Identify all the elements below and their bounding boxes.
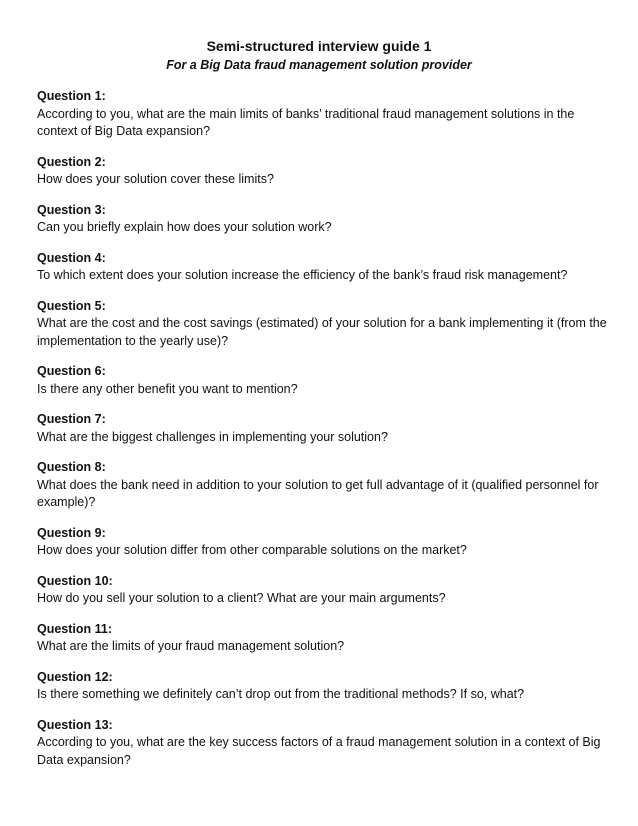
question-item: [37, 363, 607, 398]
question-item: [37, 154, 607, 189]
question-label: Question 12:: [37, 669, 113, 684]
question-text: How does your solution cover these limits?: [37, 172, 274, 186]
question-item: [37, 298, 607, 351]
question-text: Is there something we definitely can’t drop out from the traditional methods? If so, what?: [37, 687, 525, 701]
document-subtitle: For a Big Data fraud management solution provider: [166, 58, 472, 72]
question-text: According to you, what are the main limits of banks’ traditional fraud management solutions in the context of Big Data expansion?: [37, 106, 575, 138]
question-label: Question 8:: [37, 460, 106, 474]
question-label: Question 2:: [37, 154, 106, 169]
question-item: [37, 669, 607, 704]
question-item: [37, 621, 607, 656]
question-text: According to you, what are the key success factors of a fraud management solution in a context of Big Data expansion?: [37, 735, 601, 767]
question-item: [37, 202, 607, 237]
question-text: How do you sell your solution to a client? What are your main arguments?: [37, 591, 446, 605]
question-item: [37, 88, 607, 141]
question-label: Question 6:: [37, 364, 106, 378]
question-text: To which extent does your solution increase the efficiency of the bank’s fraud risk management?: [37, 268, 568, 282]
question-item: [37, 573, 607, 608]
question-label: Question 1:: [37, 89, 106, 103]
question-item: [37, 250, 607, 285]
question-label: Question 5:: [37, 298, 106, 313]
question-label: Question 4:: [37, 250, 106, 265]
question-text: What are the limits of your fraud management solution?: [37, 639, 345, 653]
question-label: Question 3:: [37, 202, 106, 217]
question-text: How does your solution differ from other comparable solutions on the market?: [37, 543, 467, 557]
question-label: Question 10:: [37, 573, 113, 588]
question-text: What are the biggest challenges in implementing your solution?: [37, 429, 388, 444]
question-text: What does the bank need in addition to your solution to get full advantage of it (qualified personnel for example)?: [37, 477, 599, 509]
question-label: Question 11:: [37, 621, 113, 636]
question-text: Can you briefly explain how does your solution work?: [37, 220, 332, 234]
question-item: [37, 525, 607, 560]
question-text: What are the cost and the cost savings (estimated) of your solution for a bank implementing it (from the implementation to the yearly use)?: [37, 316, 607, 348]
question-label: Question 13:: [37, 717, 113, 732]
document-title: Semi-structured interview guide 1: [206, 38, 432, 54]
question-item: [37, 411, 607, 446]
question-label: Question 7:: [37, 412, 106, 426]
question-item: [37, 717, 607, 770]
question-item: [37, 459, 607, 512]
question-list: [37, 88, 607, 782]
question-label: Question 9:: [37, 525, 106, 540]
question-text: Is there any other benefit you want to mention?: [37, 381, 298, 396]
